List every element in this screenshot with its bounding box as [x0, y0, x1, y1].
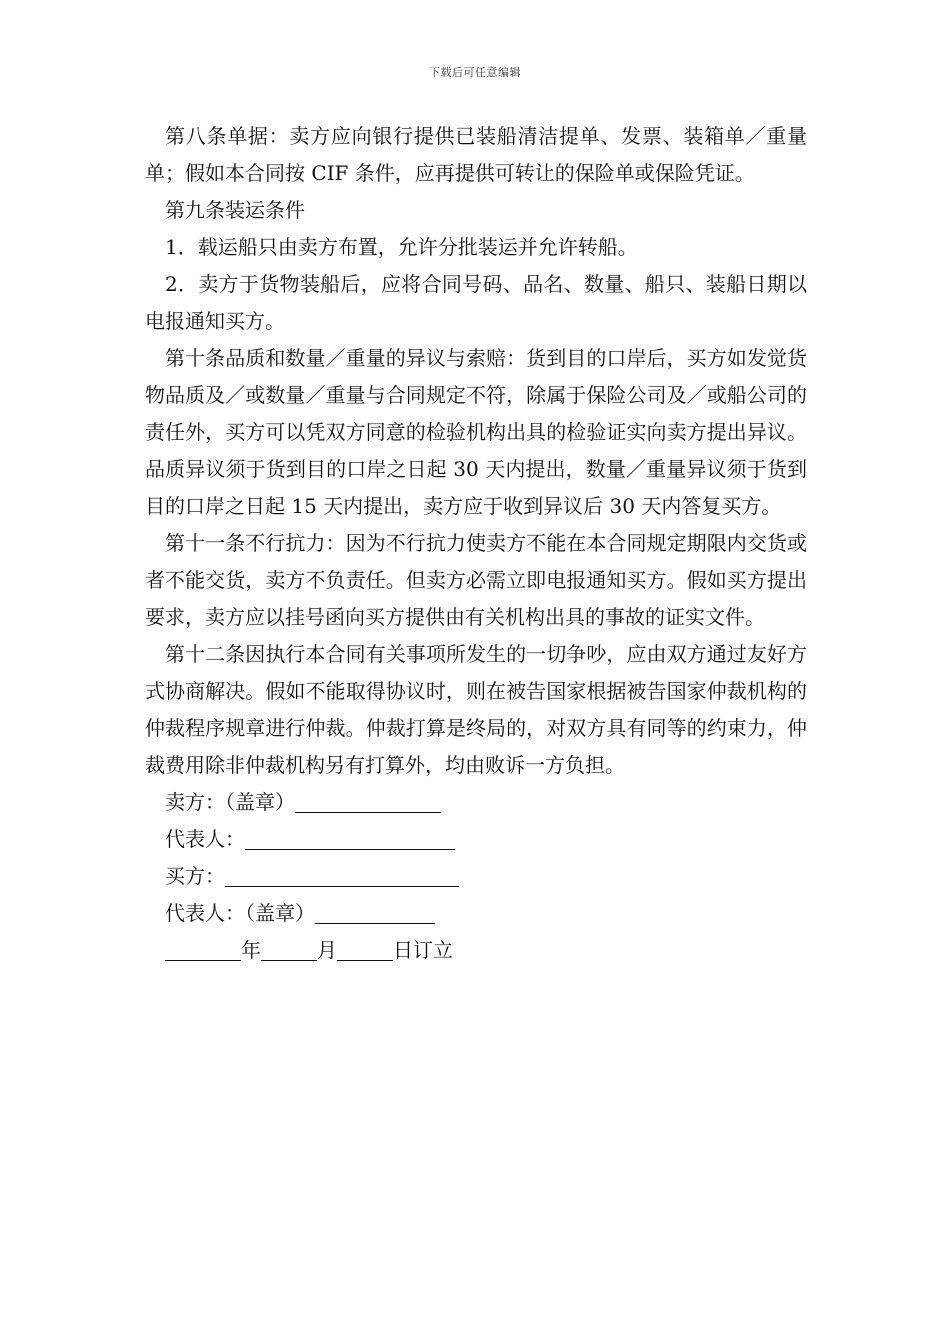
- day-blank: [337, 934, 393, 961]
- clause-10-claims: 第十条品质和数量／重量的异议与索赔：货到目的口岸后，买方如发觉货物品质及／或数量／重量与合同规定不符，除属于保险公司及／或船公司的责任外，买方可以凭双方同意的检验机构出具的检验证实向卖方提出异议。品质异议须于货到目的口岸之日起 30 天内提出，数量／重量异议须于货到目的口岸之日起 15 天内提出，卖方应于收到异议后 30 天内答复买方。: [145, 346, 807, 518]
- clause-9-item-2: 2．卖方于货物装船后，应将合同号码、品名、数量、船只、装船日期以电报通知买方。: [145, 272, 807, 333]
- year-label: 年: [241, 938, 261, 962]
- seller-rep-blank: [245, 823, 455, 850]
- page-header: 下载后可任意编辑: [429, 66, 521, 79]
- clause-12-arbitration: 第十二条因执行本合同有关事项所发生的一切争吵，应由双方通过友好方式协商解决。假如不能取得协议时，则在被告国家根据被告国家仲裁机构的仲裁程序规章进行仲裁。仲裁打算是终局的，对双方具有同等的约束力，仲裁费用除非仲裁机构另有打算外，均由败诉一方负担。: [145, 642, 807, 777]
- seller-rep-label: 代表人：: [165, 827, 245, 851]
- seller-rep-signature-line: [145, 821, 807, 858]
- day-suffix-label: 日订立: [393, 938, 453, 962]
- seller-label: 卖方：（盖章）: [165, 790, 295, 814]
- contract-body: [145, 118, 807, 969]
- buyer-label: 买方：: [165, 864, 225, 888]
- seller-blank: [295, 786, 441, 813]
- clause-9-item-1: 1．载运船只由卖方布置，允许分批装运并允许转船。: [165, 235, 638, 259]
- buyer-rep-blank: [315, 897, 435, 924]
- year-blank: [165, 934, 241, 961]
- clause-8-documents: 第八条单据：卖方应向银行提供已装船清洁提单、发票、装箱单／重量单；假如本合同按 CIF 条件，应再提供可转让的保险单或保险凭证。: [145, 124, 807, 185]
- clause-9-title: 第九条装运条件: [165, 198, 305, 222]
- month-label: 月: [317, 938, 337, 962]
- clause-11-force-majeure: 第十一条不行抗力：因为不行抗力使卖方不能在本合同规定期限内交货或者不能交货，卖方不负责任。但卖方必需立即电报通知买方。假如买方提出要求，卖方应以挂号函向买方提供由有关机构出具的事故的证实文件。: [145, 531, 807, 629]
- month-blank: [261, 934, 317, 961]
- buyer-signature-line: [145, 858, 807, 895]
- buyer-rep-label: 代表人：（盖章）: [165, 901, 315, 925]
- seller-signature-line: [145, 784, 807, 821]
- date-line: [145, 932, 807, 969]
- buyer-rep-signature-line: [145, 895, 807, 932]
- buyer-blank: [225, 860, 459, 887]
